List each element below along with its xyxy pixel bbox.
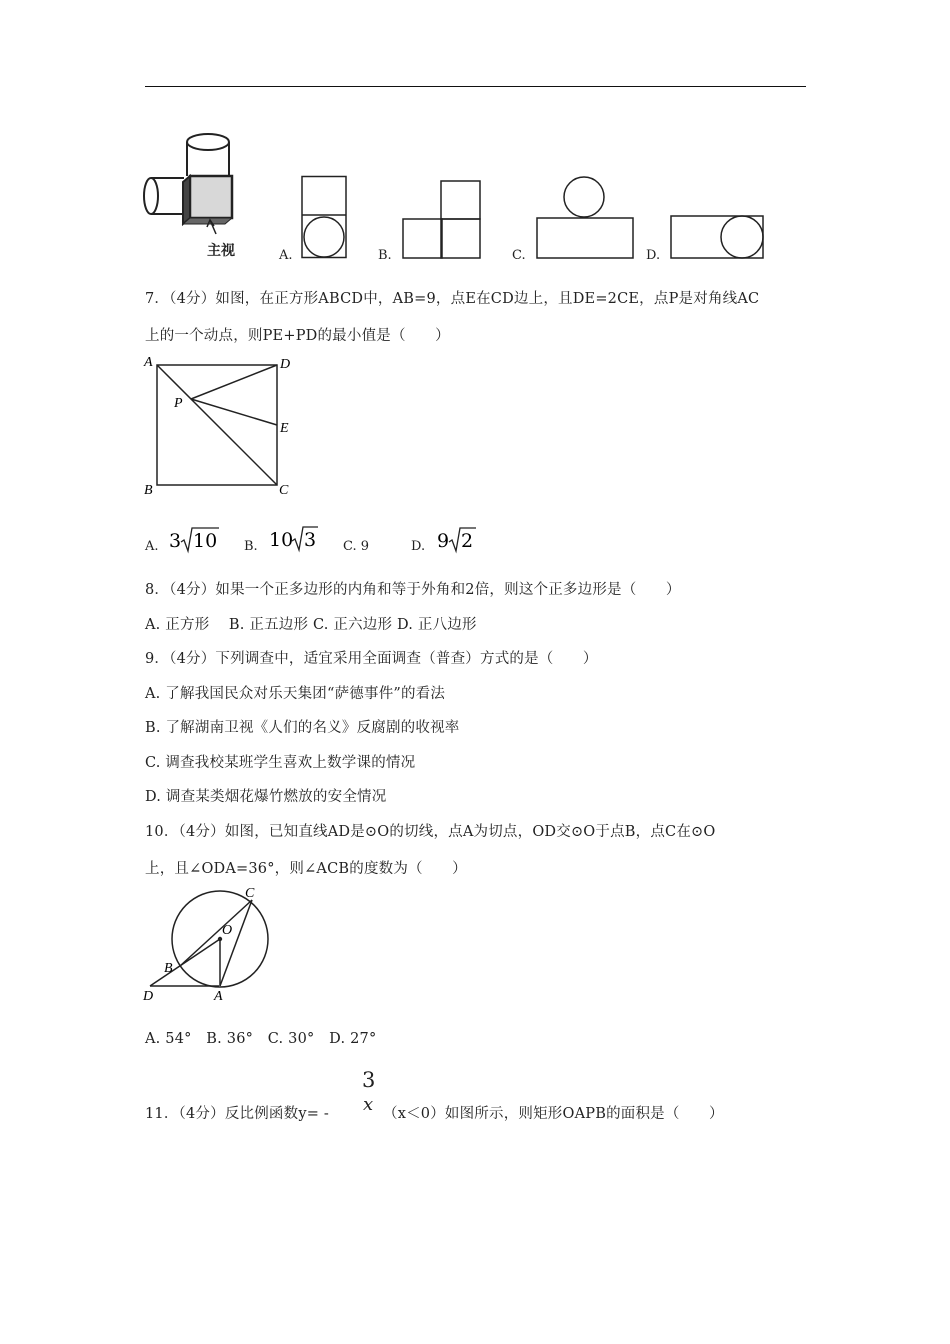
q8-options: A. 正方形 B. 正五边形 C. 正六边形 D. 正八边形 bbox=[145, 617, 477, 633]
q7-option-d-value bbox=[436, 526, 480, 554]
q7-option-b-value bbox=[268, 525, 320, 553]
q11-fraction-denominator: x bbox=[363, 1094, 374, 1115]
q10-label-a: A bbox=[214, 989, 223, 1004]
q7-option-a-label: A. bbox=[145, 539, 159, 554]
q6-option-b-figure bbox=[401, 179, 483, 261]
q7-option-c: C. 9 bbox=[343, 539, 370, 554]
q7-label-e: E bbox=[280, 421, 289, 436]
q7-label-d: D bbox=[280, 357, 291, 372]
q6-option-a-figure bbox=[300, 175, 348, 260]
q7-option-d-coef: 9 bbox=[437, 530, 450, 552]
q8-stem: 8．（4分）如果一个正多边形的内角和等于外角和2倍，则这个正多边形是（ ） bbox=[145, 582, 681, 598]
main-view-label: 主视 bbox=[207, 243, 235, 259]
q11-fraction-numerator: 3 bbox=[362, 1068, 376, 1092]
q7-square-figure bbox=[140, 352, 300, 502]
q10-label-o: O bbox=[222, 923, 233, 938]
q7-option-d-radicand: 2 bbox=[461, 530, 474, 552]
q10-circle-figure bbox=[140, 882, 280, 1007]
q7-option-b-coef: 10 bbox=[269, 529, 294, 551]
q7-option-a-coef: 3 bbox=[169, 530, 182, 552]
q6-option-d-label: D. bbox=[646, 248, 661, 263]
q6-option-a-label: A. bbox=[279, 248, 293, 263]
q10-stem-line-1: 10．（4分）如图，已知直线AD是⊙O的切线，点A为切点，OD交⊙O于点B，点C在⊙O bbox=[145, 824, 716, 840]
q10-options: A. 54° B. 36° C. 30° D. 27° bbox=[145, 1031, 377, 1047]
q9-option-b: B. 了解湖南卫视《人们的名义》反腐剧的收视率 bbox=[145, 720, 460, 736]
header-rule bbox=[145, 86, 806, 87]
q9-option-a: A. 了解我国民众对乐天集团“萨德事件”的看法 bbox=[145, 686, 446, 702]
q9-option-d: D. 调查某类烟花爆竹燃放的安全情况 bbox=[145, 789, 387, 805]
q10-stem-line-2: 上，且∠ODA=36°，则∠ACB的度数为（ ） bbox=[145, 861, 467, 877]
q7-stem-line-1: 7．（4分）如图，在正方形ABCD中，AB=9，点E在CD边上，且DE=2CE，点P是对角线AC bbox=[145, 291, 760, 307]
q6-option-d-figure bbox=[669, 214, 766, 260]
q9-option-c: C. 调查我校某班学生喜欢上数学课的情况 bbox=[145, 755, 416, 771]
q7-option-a-radicand: 10 bbox=[193, 530, 218, 552]
q10-label-d: D bbox=[143, 989, 154, 1004]
q7-option-b-label: B. bbox=[244, 539, 258, 554]
q7-label-c: C bbox=[279, 483, 289, 498]
q7-label-a: A bbox=[144, 355, 153, 370]
q7-label-b: B bbox=[144, 483, 153, 498]
q10-label-b: B bbox=[164, 961, 173, 976]
q7-option-d-label: D. bbox=[411, 539, 426, 554]
q7-option-b-radicand: 3 bbox=[304, 529, 317, 551]
q7-stem-line-2: 上的一个动点，则PE+PD的最小值是（ ） bbox=[145, 328, 450, 344]
q9-stem: 9．（4分）下列调查中，适宜采用全面调查（普查）方式的是（ ） bbox=[145, 651, 598, 667]
q6-option-b-label: B. bbox=[378, 248, 392, 263]
q10-label-c: C bbox=[245, 886, 255, 901]
q11-prefix: 11．（4分）反比例函数y= - bbox=[145, 1106, 329, 1122]
q7-label-p: P bbox=[174, 396, 183, 411]
q11-suffix: （x＜0）如图所示，则矩形OAPB的面积是（ ） bbox=[383, 1106, 724, 1122]
q6-option-c-figure bbox=[535, 175, 635, 261]
q6-option-c-label: C. bbox=[512, 248, 526, 263]
q7-option-a-value bbox=[168, 526, 220, 554]
